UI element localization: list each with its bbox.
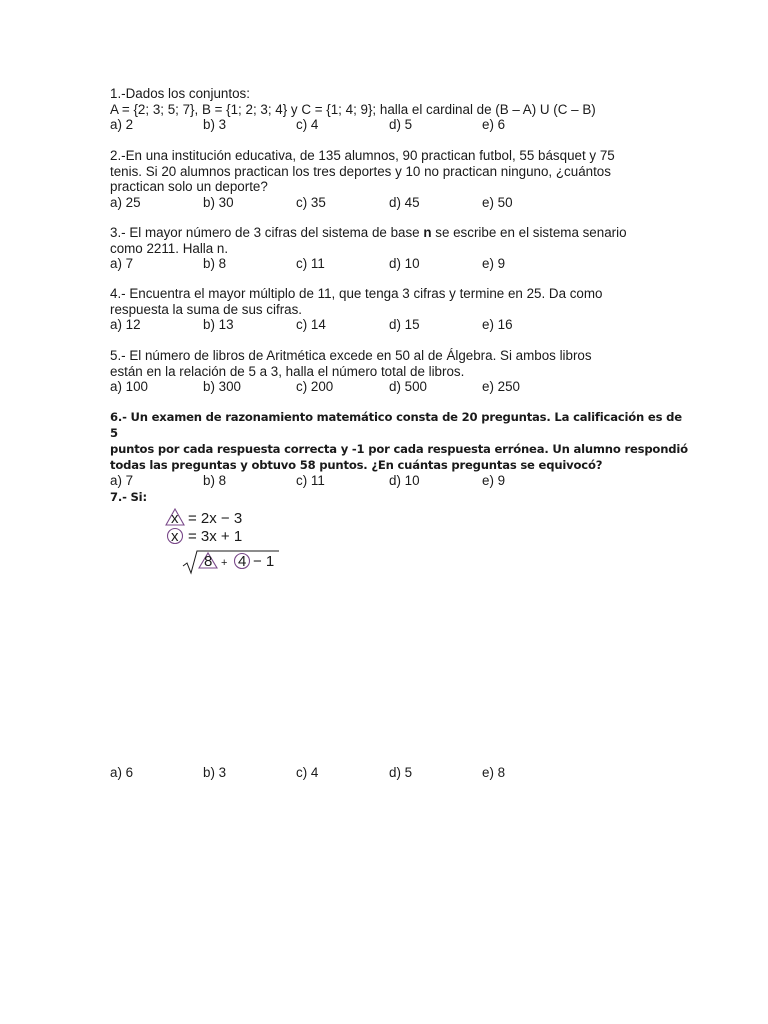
expression-triangle-value: 8 bbox=[204, 553, 213, 570]
option-d: d) 5 bbox=[389, 117, 413, 133]
question-4 bbox=[110, 286, 670, 333]
option-d: d) 10 bbox=[389, 473, 420, 488]
option-e: e) 50 bbox=[482, 194, 513, 210]
option-e: e) 9 bbox=[482, 473, 506, 488]
question-3-line-2: como 2211. Halla n. bbox=[110, 240, 229, 256]
option-d: d) 10 bbox=[389, 256, 420, 272]
option-b: b) 300 bbox=[203, 379, 241, 395]
base-n-variable: n bbox=[423, 225, 432, 240]
option-d: d) 5 bbox=[389, 765, 413, 780]
option-e: e) 9 bbox=[482, 256, 506, 272]
option-c: c) 11 bbox=[296, 256, 325, 272]
question-3-text-b: se escribe en el sistema senario bbox=[431, 225, 627, 240]
question-6-line-2: puntos por cada respuesta correcta y -1 por cada respuesta errónea. Un alumno respondió bbox=[110, 442, 688, 456]
question-5-options bbox=[110, 379, 670, 395]
question-1-line-1: 1.-Dados los conjuntos: bbox=[110, 86, 250, 101]
option-a: a) 25 bbox=[110, 194, 141, 210]
question-6-line-1: 6.- Un examen de razonamiento matemático consta de 20 preguntas. La calificación es de 5 bbox=[110, 410, 682, 440]
option-c: c) 35 bbox=[296, 194, 326, 210]
operator-definitions-figure bbox=[165, 505, 295, 577]
option-b: b) 30 bbox=[203, 194, 234, 210]
question-2-line-1: 2.-En una institución educativa, de 135 alumnos, 90 practican futbol, 55 básquet y 75 bbox=[110, 148, 615, 163]
question-7-answers bbox=[110, 765, 670, 781]
question-5 bbox=[110, 348, 670, 395]
option-a: a) 6 bbox=[110, 765, 134, 780]
question-6 bbox=[110, 409, 690, 489]
expression-tail: − 1 bbox=[253, 553, 275, 570]
question-2 bbox=[110, 148, 670, 211]
option-a: a) 12 bbox=[110, 317, 141, 333]
option-b: b) 3 bbox=[203, 117, 227, 133]
operator-definitions bbox=[165, 505, 295, 577]
question-4-options bbox=[110, 317, 670, 333]
option-b: b) 8 bbox=[203, 256, 227, 272]
question-7-options bbox=[110, 765, 670, 781]
triangle-operator-definition: = 2x − 3 bbox=[188, 510, 243, 527]
option-e: e) 8 bbox=[482, 765, 506, 780]
question-2-line-3: practican solo un deporte? bbox=[110, 179, 268, 195]
option-e: e) 6 bbox=[482, 117, 506, 133]
option-d: d) 45 bbox=[389, 194, 420, 210]
expression-circle-value: 4 bbox=[238, 553, 247, 570]
option-b: b) 3 bbox=[203, 765, 227, 780]
question-3-line-1 bbox=[110, 225, 670, 241]
question-5-line-1: 5.- El número de libros de Aritmética excede en 50 al de Álgebra. Si ambos libros bbox=[110, 348, 592, 363]
circle-operator-variable: x bbox=[171, 528, 179, 545]
option-d: d) 500 bbox=[389, 379, 427, 395]
circle-operator-definition: = 3x + 1 bbox=[188, 528, 243, 545]
question-3-options bbox=[110, 256, 670, 272]
option-c: c) 4 bbox=[296, 117, 319, 133]
option-a: a) 2 bbox=[110, 117, 134, 133]
option-c: c) 14 bbox=[296, 317, 326, 333]
option-e: e) 16 bbox=[482, 317, 513, 333]
question-3 bbox=[110, 225, 670, 272]
triangle-operator-variable: x bbox=[171, 510, 179, 527]
question-1-options bbox=[110, 117, 670, 133]
question-7-label: 7.- Si: bbox=[110, 490, 147, 504]
option-b: b) 13 bbox=[203, 317, 234, 333]
option-c: c) 200 bbox=[296, 379, 334, 395]
option-c: c) 11 bbox=[296, 473, 325, 488]
option-e: e) 250 bbox=[482, 379, 520, 395]
question-5-line-2: están en la relación de 5 a 3, halla el número total de libros. bbox=[110, 363, 465, 379]
question-2-line-2: tenis. Si 20 alumnos practican los tres deportes y 10 no practican ninguno, ¿cuántos bbox=[110, 163, 611, 179]
question-4-line-1: 4.- Encuentra el mayor múltiplo de 11, que tenga 3 cifras y termine en 25. Da como bbox=[110, 286, 603, 301]
option-b: b) 8 bbox=[203, 473, 227, 488]
question-1-line-2: A = {2; 3; 5; 7}, B = {1; 2; 3; 4} y C = {1; 4; 9}; halla el cardinal de (B – A) U (C – B) bbox=[110, 101, 596, 117]
option-c: c) 4 bbox=[296, 765, 319, 780]
question-1 bbox=[110, 86, 670, 133]
question-3-text-a: 3.- El mayor número de 3 cifras del sistema de base bbox=[110, 225, 424, 240]
question-6-line-3: todas las preguntas y obtuvo 58 puntos. ¿En cuántas preguntas se equivocó? bbox=[110, 458, 603, 472]
question-7 bbox=[110, 489, 670, 505]
option-d: d) 15 bbox=[389, 317, 420, 333]
option-a: a) 7 bbox=[110, 256, 134, 272]
option-a: a) 100 bbox=[110, 379, 148, 395]
question-6-options bbox=[110, 473, 690, 489]
question-4-line-2: respuesta la suma de sus cifras. bbox=[110, 301, 303, 317]
question-2-options bbox=[110, 195, 670, 211]
option-a: a) 7 bbox=[110, 473, 134, 488]
expression-plus-sign: + bbox=[221, 557, 228, 569]
